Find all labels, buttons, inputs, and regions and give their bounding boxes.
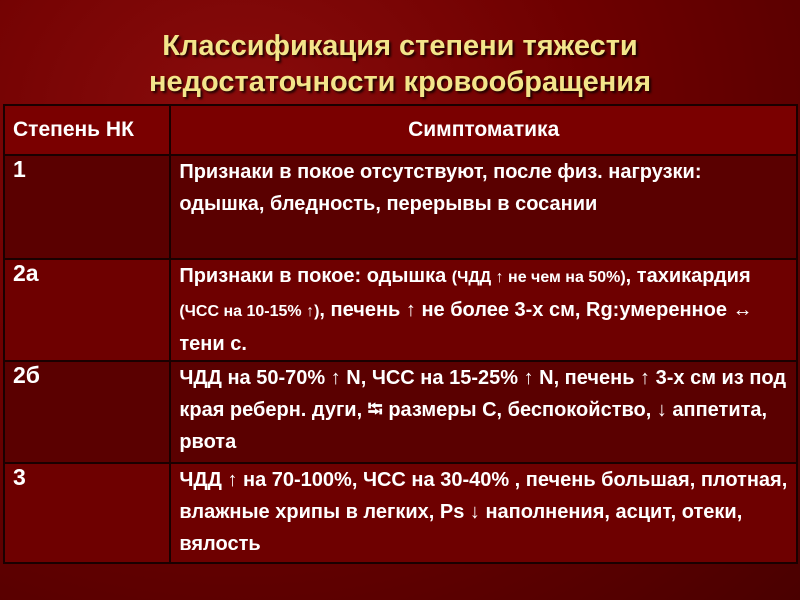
symptoms-cell [170, 155, 797, 259]
symptoms-text: Признаки в покое отсутствуют, после физ. нагрузки: одышка, бледность, перерывы в сосании [179, 161, 702, 215]
slide-title [0, 28, 800, 100]
symptoms-text: , тахикардия [625, 265, 751, 287]
symptoms-note: (ЧДД ↑ не чем на 50%) [451, 269, 626, 286]
table-row [4, 361, 797, 463]
header-symptoms: Симптоматика [170, 105, 797, 155]
symptoms-cell [170, 361, 797, 463]
table-header-row [4, 105, 797, 155]
title-line-2: недостаточности кровообращения [149, 66, 651, 98]
symptoms-text: Признаки в покое: одышка [179, 265, 452, 287]
symptoms-note: (ЧСС на 10-15% ↑) [179, 303, 320, 320]
symptoms-cell [170, 463, 797, 563]
header-degree: Степень НК [4, 105, 170, 155]
symptoms-text: , печень ↑ не более 3-х см, Rg:умеренное ↔ тени с. [179, 299, 753, 355]
table-row [4, 463, 797, 563]
degree-cell: 3 [4, 463, 170, 563]
symptoms-text: ЧДД на 50-70% ↑ N, ЧСС на 15-25% ↑ N, печень ↑ 3-х см из под края реберн. дуги, ⭾ размеры С, беспокойство, ↓ аппетита, рвота [179, 367, 787, 453]
classification-table [3, 104, 798, 564]
table-row [4, 155, 797, 259]
symptoms-cell [170, 259, 797, 361]
degree-cell: 1 [4, 155, 170, 259]
degree-cell: 2б [4, 361, 170, 463]
title-line-1: Классификация степени тяжести [162, 30, 638, 62]
symptoms-text: ЧДД ↑ на 70-100%, ЧСС на 30-40% , печень большая, плотная, влажные хрипы в легких, Ps ↓ наполнения, асцит, отеки, вялость [179, 469, 788, 555]
degree-cell: 2а [4, 259, 170, 361]
table-row [4, 259, 797, 361]
